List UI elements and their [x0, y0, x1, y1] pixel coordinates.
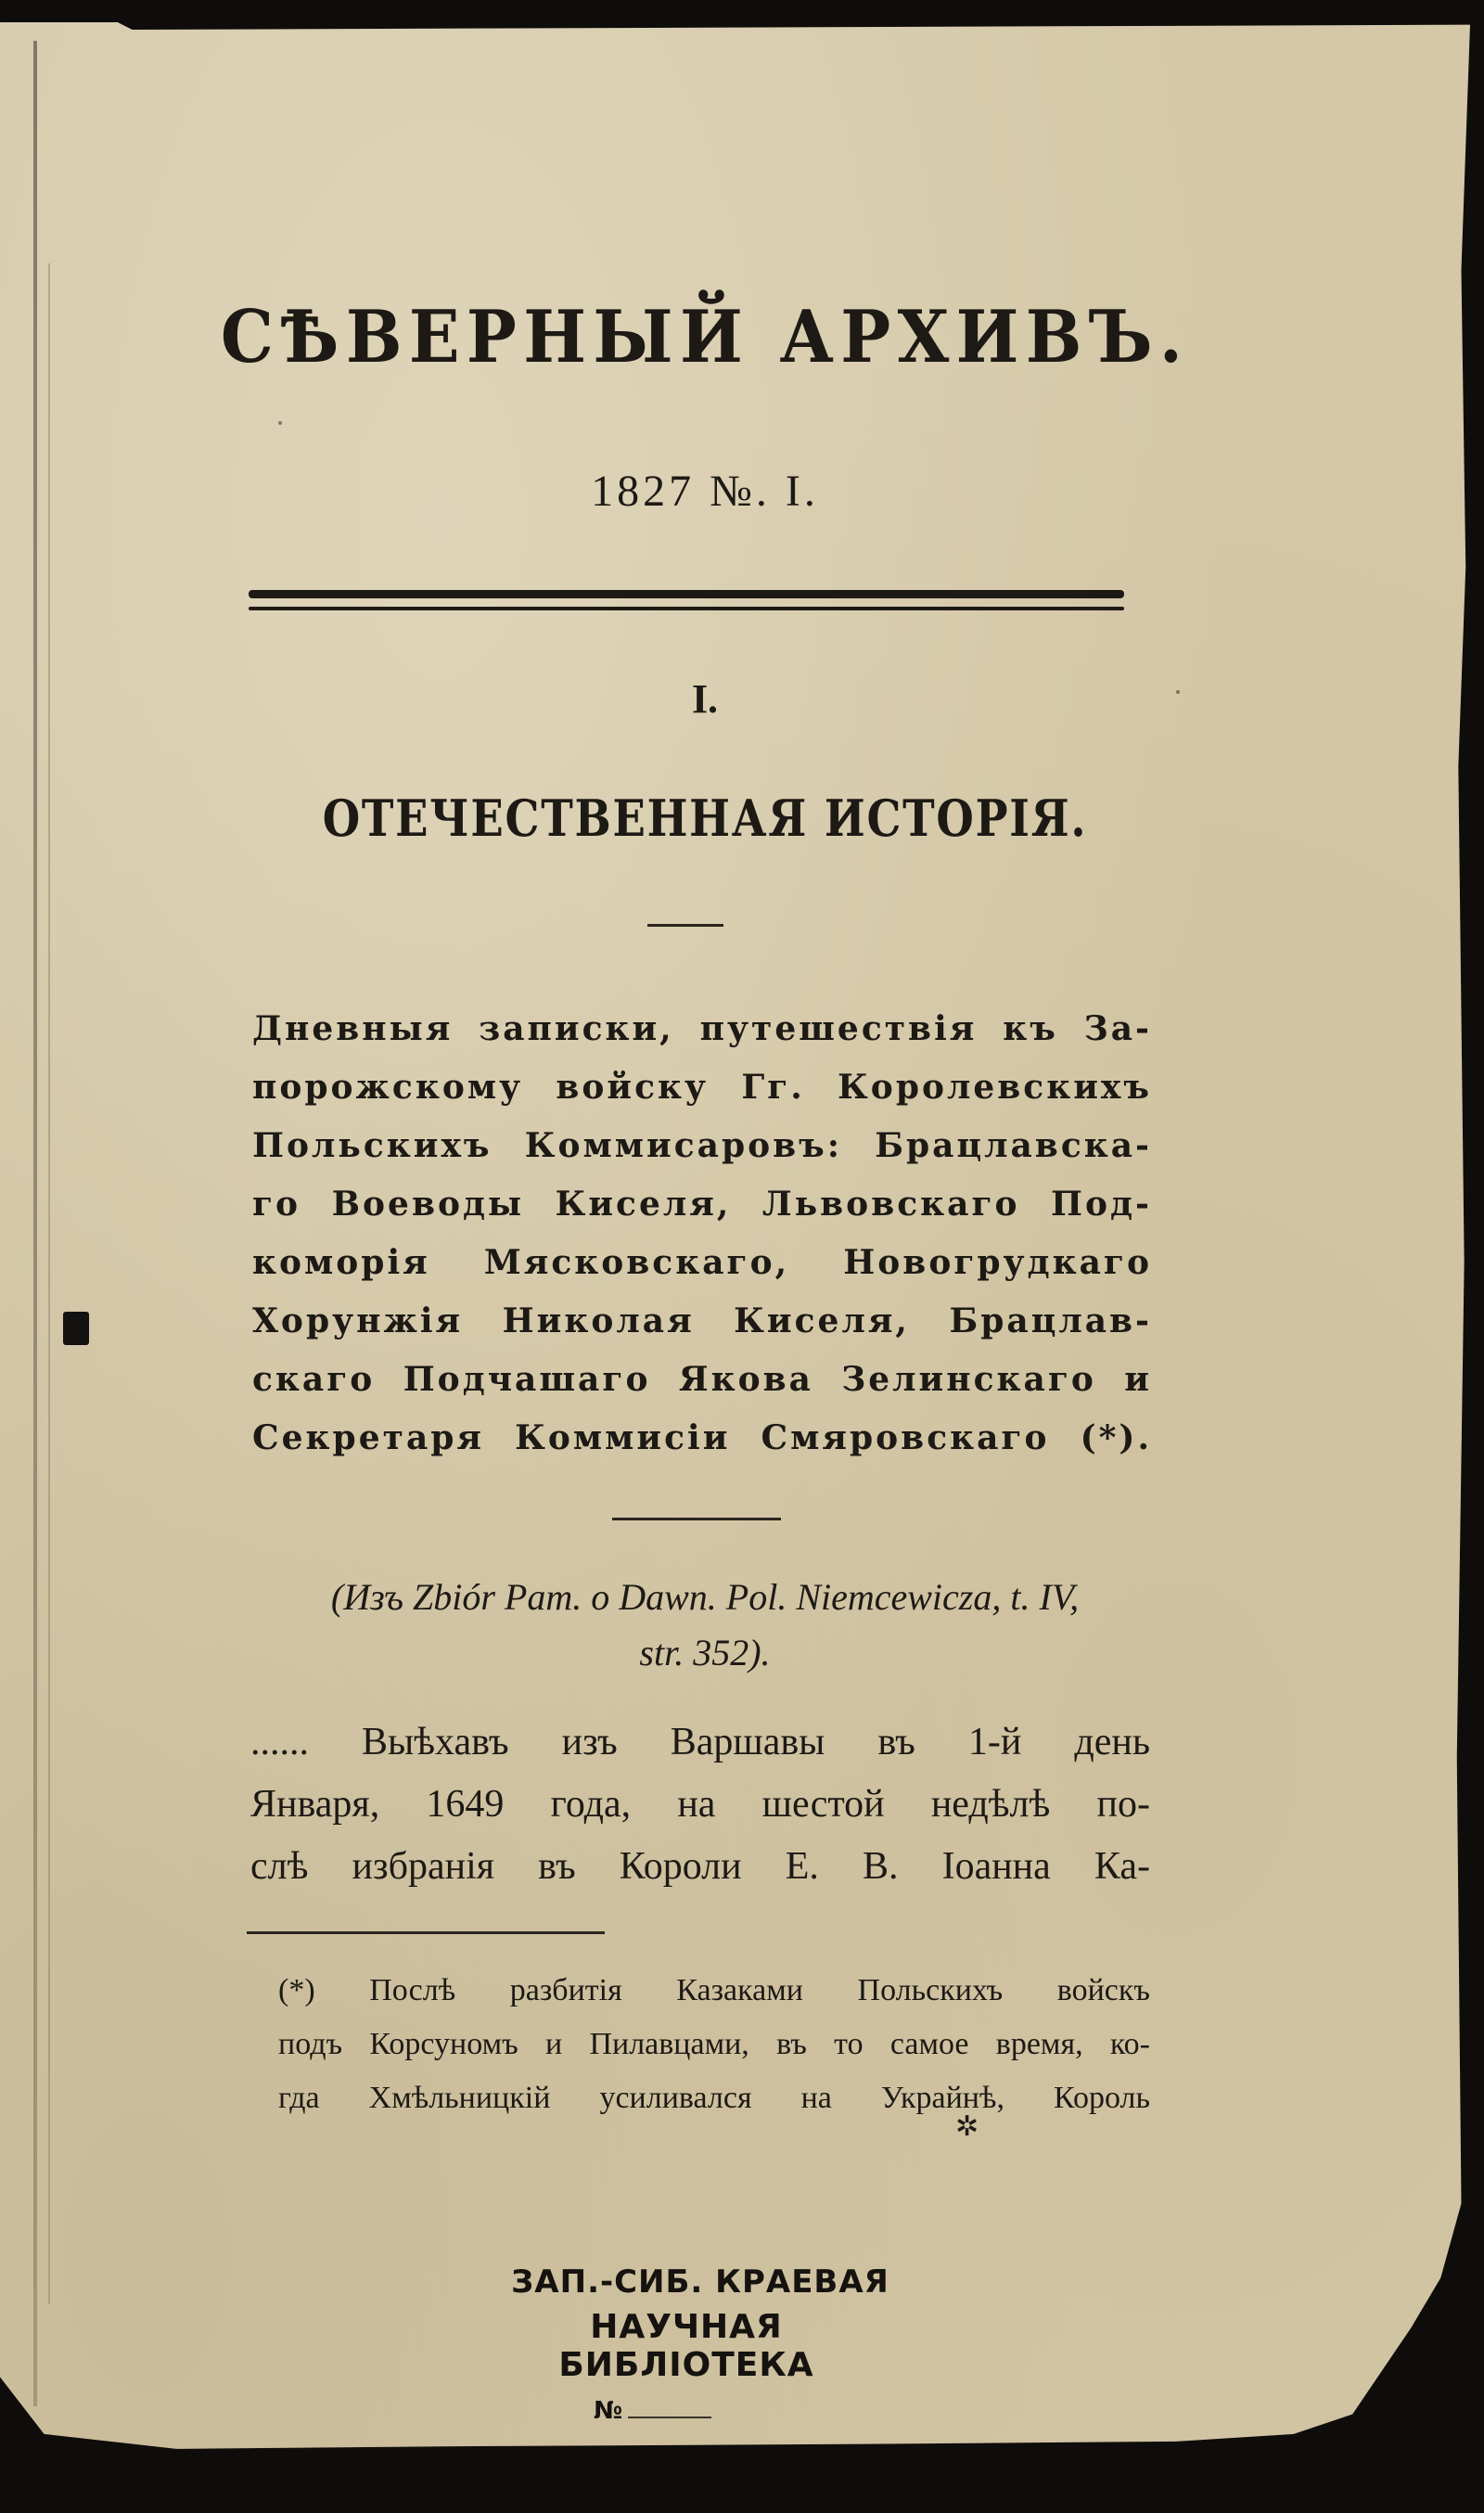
article-heading — [252, 1000, 1152, 1468]
stamp-number-sign: № — [594, 2397, 623, 2425]
heading-line: коморія Мясковскаго, Новогрудкаго — [252, 1243, 1152, 1282]
body-line: слѣ избранія въ Короли Е. В. Іоанна Ка- — [250, 1845, 1150, 1888]
section-number: I. — [691, 676, 719, 722]
paper-speck — [278, 421, 282, 425]
heading-line: Хорунжія Николая Киселя, Брацлав- — [252, 1301, 1152, 1340]
heading-divider — [612, 1518, 781, 1520]
source-citation — [250, 1570, 1159, 1681]
citation-line: (Изъ Zbiór Pam. o Dawn. Pol. Niemcewicza, t. IV, — [330, 1576, 1080, 1618]
body-line: ...... Выѣхавъ изъ Варшавы въ 1-й день — [250, 1721, 1150, 1763]
stamp-line-3 — [594, 2397, 900, 2425]
footnote-line: (*) Послѣ разбитія Казаками Польскихъ войскъ — [278, 1973, 1150, 2007]
heading-line: Секретаря Коммисіи Смяровскаго (*). — [252, 1418, 1152, 1457]
heading-line: скаго Подчашаго Якова Зелинскаго и — [252, 1360, 1152, 1399]
body-text — [250, 1712, 1150, 1898]
double-rule-bottom — [249, 607, 1124, 610]
body-line: Января, 1649 года, на шестой недѣлѣ по- — [250, 1783, 1150, 1826]
library-stamp — [473, 2263, 900, 2425]
stamp-line-2: НАУЧНАЯ БИБЛІОТЕКА — [558, 2308, 814, 2384]
footnote — [278, 1964, 1150, 2125]
stamp-line-1: ЗАП.-СИБ. КРАЕВАЯ — [511, 2263, 889, 2301]
heading-line: Польскихъ Коммисаровъ: Брацлавска- — [252, 1126, 1152, 1165]
binding-fold — [33, 41, 37, 2406]
heading-line: порожскому войску Гг. Королевскихъ — [252, 1068, 1152, 1107]
sewing-hole — [63, 1312, 89, 1345]
footnote-line: подъ Корсуномъ и Пилавцами, въ то самое время, ко- — [278, 2027, 1150, 2061]
heading-line: Дневныя записки, путешествія къ За- — [252, 1009, 1152, 1048]
section-title: ОТЕЧЕСТВЕННАЯ ИСТОРІЯ. — [322, 789, 1088, 848]
double-rule-top — [249, 590, 1124, 598]
footnote-rule — [247, 1931, 605, 1934]
footnote-line: гда Хмѣльницкій усиливался на Украйнѣ, Король — [278, 2081, 1150, 2115]
ornament-rule — [647, 924, 723, 927]
journal-title: СѢВЕРНЫЙ АРХИВЪ. — [220, 295, 1190, 379]
issue-number: 1827 №. I. — [591, 467, 819, 516]
heading-line: го Воеводы Киселя, Львовскаго Под- — [252, 1185, 1152, 1224]
citation-line: str. 352). — [639, 1632, 771, 1673]
binding-fold-inner — [48, 263, 50, 2304]
stamp-number-blank — [628, 2417, 711, 2418]
signature-mark-icon: ✲ — [955, 2111, 979, 2142]
